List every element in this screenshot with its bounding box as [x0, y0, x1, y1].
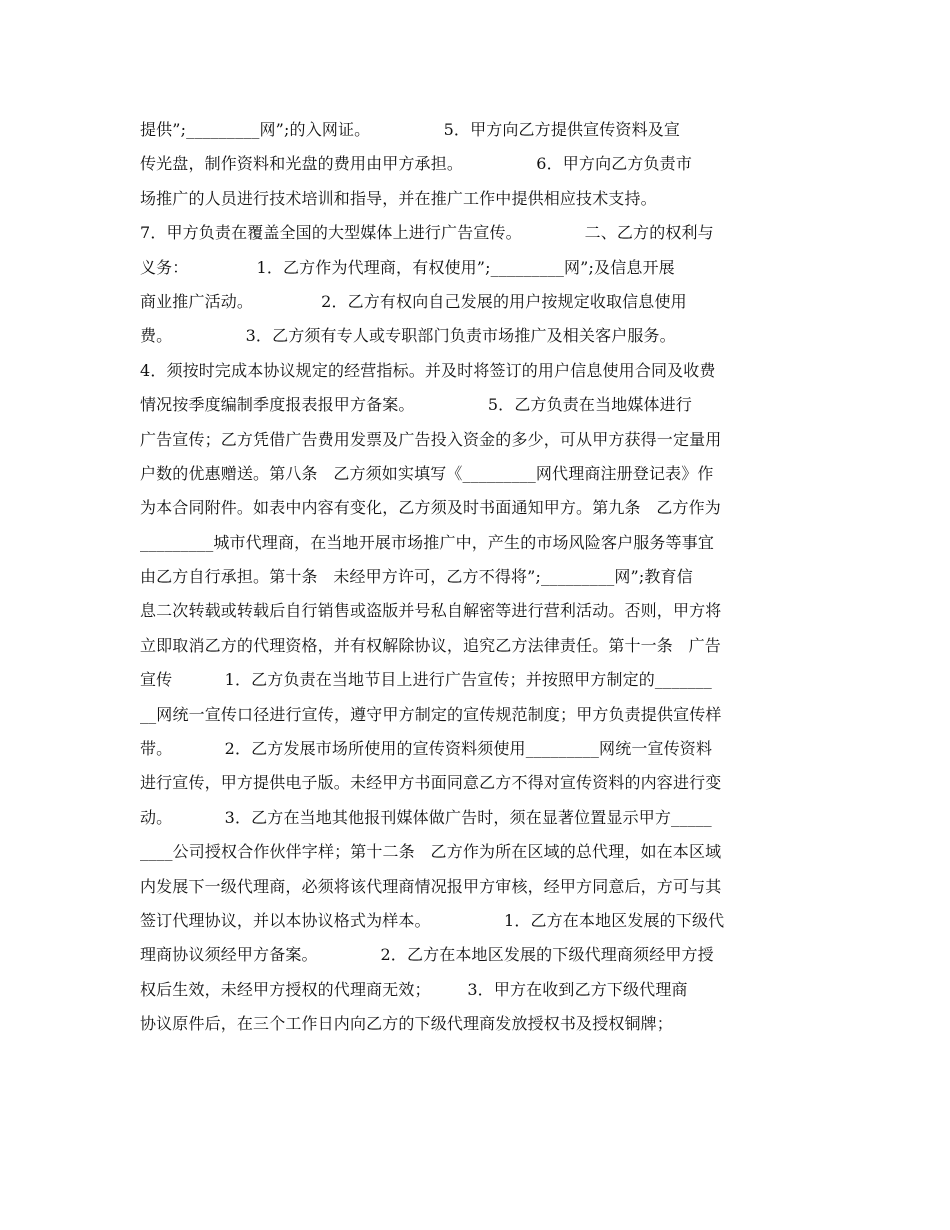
text-line: 场推广的人员进行技术培训和指导，并在推广工作中提供相应技术支持。 — [140, 188, 657, 208]
text-line: 7．甲方负责在覆盖全国的大型媒体上进行广告宣传。 二、乙方的权利与 — [140, 223, 714, 243]
text-line: 权后生效，未经甲方授权的代理商无效； 3．甲方在收到乙方下级代理商 — [140, 979, 688, 999]
contract-body-text — [140, 113, 815, 1042]
text-line: 提供”;_________网”;的入网证。 5．甲方向乙方提供宣传资料及宣 — [140, 120, 681, 139]
text-line: 息二次转载或转载后自行销售或盗版并号私自解密等进行营利活动。否则，甲方将 — [140, 601, 722, 621]
text-line: 义务： 1．乙方作为代理商，有权使用”;_________网”;及信息开展 — [140, 257, 675, 277]
text-line: 进行宣传，甲方提供电子版。未经甲方书面同意乙方不得对宣传资料的内容进行变 — [140, 773, 722, 793]
text-line: 4．须按时完成本协议规定的经营指标。并及时将签订的用户信息使用合同及收费 — [140, 360, 716, 380]
text-line: 商业推广活动。 2．乙方有权向自己发展的用户按规定收取信息使用 — [140, 291, 687, 311]
text-line: _________城市代理商，在当地开展市场推广中，产生的市场风险客户服务等事宜 — [140, 532, 715, 552]
text-line: 动。 3．乙方在当地其他报刊媒体做广告时，须在显著位置显示甲方_____ — [140, 807, 712, 827]
text-line: 协议原件后，在三个工作日内向乙方的下级代理商发放授权书及授权铜牌； — [140, 1014, 673, 1034]
text-line: 理商协议须经甲方备案。 2．乙方在本地区发展的下级代理商须经甲方授 — [140, 945, 714, 965]
text-line: 情况按季度编制季度报表报甲方备案。 5．乙方负责在当地媒体进行 — [140, 395, 692, 415]
text-line: 内发展下一级代理商，必须将该代理商情况报甲方审核，经甲方同意后，方可与其 — [140, 876, 722, 896]
text-line: 签订代理协议，并以本协议格式为样本。 1．乙方在本地区发展的下级代 — [140, 910, 725, 930]
text-line: 费。 3．乙方须有专人或专职部门负责市场推广及相关客户服务。 — [140, 326, 676, 346]
text-line: __网统一宣传口径进行宣传，遵守甲方制定的宣传规范制度；甲方负责提供宣传样 — [140, 704, 722, 724]
text-line: 为本合同附件。如表中内容有变化，乙方须及时书面通知甲方。第九条 乙方作为 — [140, 498, 721, 518]
text-line: 宣传 1．乙方负责在当地节目上进行广告宣传；并按照甲方制定的_______ — [140, 670, 712, 690]
text-line: 由乙方自行承担。第十条 未经甲方许可，乙方不得将”;_________网”;教育信 — [140, 567, 693, 587]
text-line: 户数的优惠赠送。第八条 乙方须如实填写《_________网代理商注册登记表》作 — [140, 463, 714, 483]
text-line: 立即取消乙方的代理资格，并有权解除协议，追究乙方法律责任。第十一条 广告 — [140, 635, 721, 655]
text-line: ____公司授权合作伙伴字样；第十二条 乙方作为所在区域的总代理，如在本区域 — [140, 842, 722, 862]
text-line: 传光盘，制作资料和光盘的费用由甲方承担。 6．甲方向乙方负责市 — [140, 154, 692, 174]
text-line: 广告宣传；乙方凭借广告费用发票及广告投入资金的多少，可从甲方获得一定量用 — [140, 429, 722, 449]
text-line: 带。 2．乙方发展市场所使用的宣传资料须使用_________网统一宣传资料 — [140, 739, 713, 759]
